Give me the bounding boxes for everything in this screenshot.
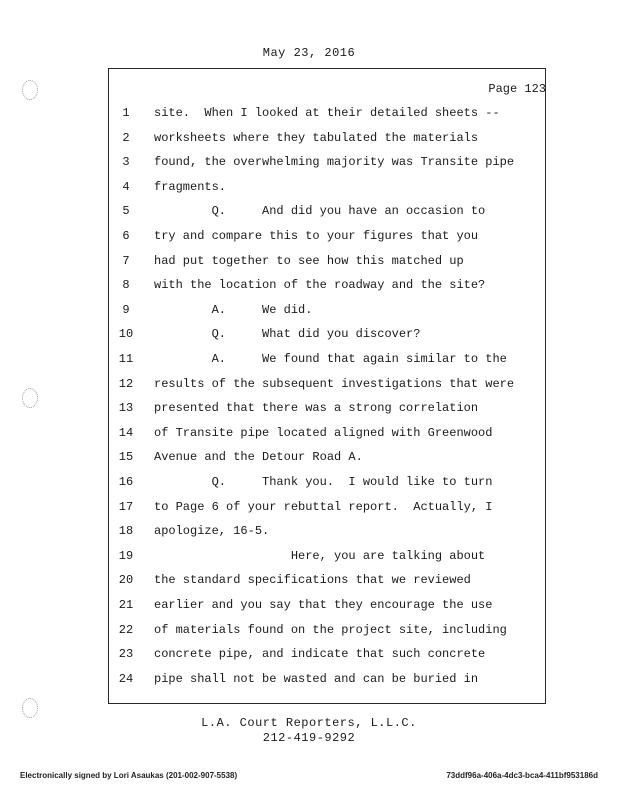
transcript-line <box>0 276 618 294</box>
line-number: 1 <box>122 106 130 120</box>
line-text: site. When I looked at their detailed sheets -- <box>154 106 500 120</box>
transcript-line <box>0 350 618 368</box>
line-number: 17 <box>118 499 134 514</box>
line-text: A. We found that again similar to the <box>154 352 507 366</box>
transcript-line <box>0 473 618 491</box>
transcript-line <box>0 621 618 639</box>
line-number: 19 <box>118 548 134 563</box>
line-number: 18 <box>118 524 134 539</box>
line-number: 14 <box>118 425 134 440</box>
transcript-line <box>0 202 618 220</box>
transcript-line <box>0 153 618 171</box>
line-text: A. We did. <box>154 302 313 317</box>
transcript-line <box>0 375 618 393</box>
line-text: try and compare this to your figures that you <box>154 229 479 243</box>
electronic-signature-note: Electronically signed by Lori Asaukas (201-002-907-5538) <box>20 771 238 780</box>
line-number: 6 <box>122 229 130 243</box>
transcript-line <box>0 129 618 147</box>
line-number: 15 <box>118 450 134 465</box>
line-number: 21 <box>118 598 134 612</box>
line-text: apologize, 16-5. <box>154 524 270 539</box>
transcript-line <box>0 227 618 245</box>
line-number: 16 <box>118 475 134 489</box>
line-text: Avenue and the Detour Road A. <box>154 450 363 465</box>
transcript-line <box>0 670 618 688</box>
line-text: pipe shall not be wasted and can be buried in <box>154 671 479 686</box>
punch-hole-top <box>22 80 38 100</box>
line-number: 12 <box>118 376 134 391</box>
line-number: 11 <box>118 352 134 366</box>
transcript-line <box>0 178 618 196</box>
document-hash: 73ddf96a-406a-4dc3-bca4-411bf953186d <box>446 771 598 780</box>
transcript-line <box>0 252 618 270</box>
transcript-line <box>0 104 618 122</box>
line-text: with the location of the roadway and the site? <box>154 278 486 293</box>
line-number: 8 <box>122 278 130 293</box>
line-number: 3 <box>122 155 130 170</box>
line-text: found, the overwhelming majority was Transite pipe <box>154 155 515 170</box>
line-text: concrete pipe, and indicate that such concrete <box>154 647 486 662</box>
footer-firm-name: L.A. Court Reporters, L.L.C. <box>201 716 417 730</box>
line-text: had put together to see how this matched up <box>154 253 464 268</box>
transcript-line <box>0 596 618 614</box>
transcript-line <box>0 399 618 417</box>
line-number: 24 <box>118 671 134 686</box>
line-text: Q. Thank you. I would like to turn <box>154 475 493 489</box>
line-text: to Page 6 of your rebuttal report. Actually, I <box>154 499 493 514</box>
line-text: Here, you are talking about <box>154 548 486 563</box>
line-number: 13 <box>118 401 134 416</box>
line-number: 23 <box>118 647 134 662</box>
page-number: Page 123 <box>488 82 546 96</box>
transcript-line <box>0 571 618 589</box>
line-number: 5 <box>122 204 130 219</box>
line-number: 20 <box>118 573 134 588</box>
line-number: 22 <box>118 622 134 637</box>
punch-hole-middle <box>22 388 38 408</box>
transcript-line <box>0 522 618 540</box>
line-text: of materials found on the project site, including <box>154 622 507 637</box>
line-number: 10 <box>118 327 134 342</box>
line-number: 9 <box>122 302 130 317</box>
line-number: 4 <box>122 179 130 194</box>
line-text: fragments. <box>154 179 227 194</box>
punch-hole-bottom <box>22 698 38 718</box>
transcript-line <box>0 325 618 343</box>
transcript-line <box>0 424 618 442</box>
header-date: May 23, 2016 <box>262 46 356 60</box>
line-text: presented that there was a strong correlation <box>154 401 479 416</box>
line-text: earlier and you say that they encourage the use <box>154 598 493 612</box>
transcript-line <box>0 645 618 663</box>
line-number: 2 <box>122 130 130 145</box>
line-text: Q. What did you discover? <box>154 327 421 342</box>
line-text: results of the subsequent investigations that were <box>154 376 515 391</box>
line-text: of Transite pipe located aligned with Greenwood <box>154 425 493 440</box>
line-text: worksheets where they tabulated the materials <box>154 130 479 145</box>
transcript-line <box>0 448 618 466</box>
transcript-line <box>0 301 618 319</box>
transcript-line <box>0 547 618 565</box>
line-text: Q. And did you have an occasion to <box>154 204 486 219</box>
footer-phone: 212-419-9292 <box>262 731 356 745</box>
line-number: 7 <box>122 253 130 268</box>
transcript-line <box>0 498 618 516</box>
line-text: the standard specifications that we reviewed <box>154 573 471 588</box>
